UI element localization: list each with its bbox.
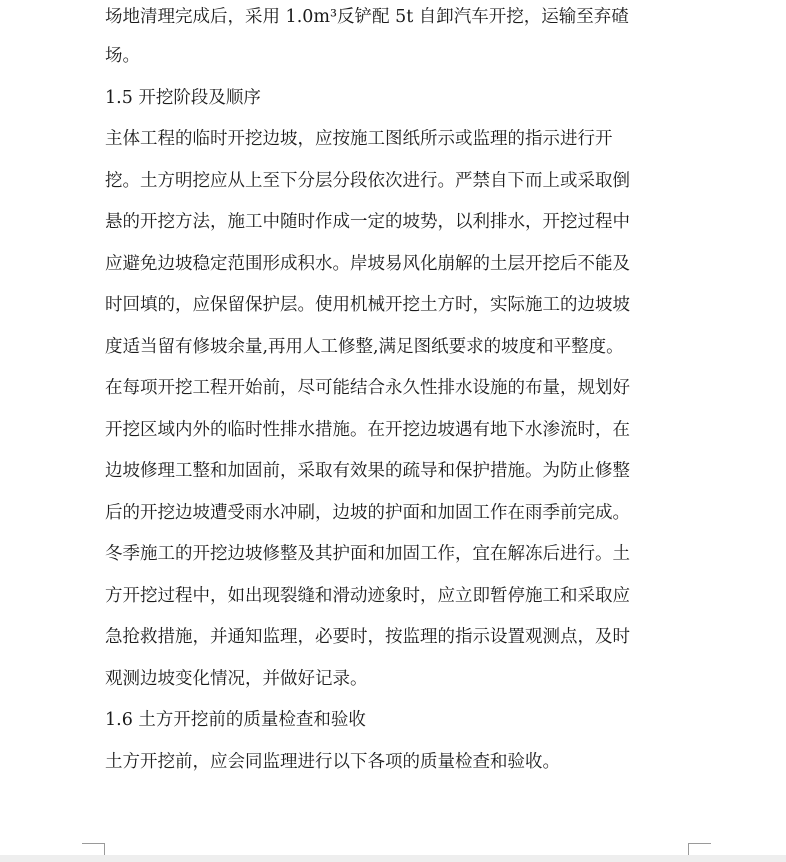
margin-corner-mark-left-horizontal	[82, 843, 104, 844]
paragraph-line: 主体工程的临时开挖边坡，应按施工图纸所示或监理的指示进行开	[105, 129, 613, 149]
paragraph-line: 度适当留有修坡余量,再用人工修整,满足图纸要求的坡度和平整度。	[105, 337, 624, 357]
paragraph-line: 观测边坡变化情况，并做好记录。	[105, 669, 368, 689]
paragraph-line: 时回填的，应保留保护层。使用机械开挖土方时，实际施工的边坡坡	[105, 295, 630, 315]
paragraph-line: 悬的开挖方法，施工中随时作成一定的坡势，以利排水，开挖过程中	[105, 212, 630, 232]
paragraph-line: 急抢救措施，并通知监理，必要时，按监理的指示设置观测点，及时	[105, 627, 630, 647]
paragraph-line: 场。	[105, 46, 140, 66]
paragraph-line: 方开挖过程中，如出现裂缝和滑动迹象时，应立即暂停施工和采取应	[105, 586, 630, 606]
paragraph-line: 挖。土方明挖应从上至下分层分段依次进行。严禁自下而上或采取倒	[105, 171, 630, 191]
section-heading-1-5: 1.5 开挖阶段及顺序	[105, 88, 261, 108]
paragraph-line: 场地清理完成后，采用 1.0m³反铲配 5t 自卸汽车开挖，运输至弃碴	[105, 7, 629, 27]
page-gap	[0, 855, 786, 862]
margin-corner-mark-left-vertical	[104, 843, 105, 855]
paragraph-line: 开挖区域内外的临时性排水措施。在开挖边坡遇有地下水渗流时，在	[105, 420, 630, 440]
paragraph-line: 在每项开挖工程开始前，尽可能结合永久性排水设施的布量，规划好	[105, 378, 630, 398]
paragraph-line: 应避免边坡稳定范围形成积水。岸坡易风化崩解的土层开挖后不能及	[105, 254, 630, 274]
paragraph-line: 土方开挖前，应会同监理进行以下各项的质量检查和验收。	[105, 752, 560, 772]
section-heading-1-6: 1.6 土方开挖前的质量检查和验收	[105, 710, 366, 730]
margin-corner-mark-right-vertical	[688, 843, 689, 855]
paragraph-line: 冬季施工的开挖边坡修整及其护面和加固工作，宜在解冻后进行。土	[105, 544, 630, 564]
margin-corner-mark-right-horizontal	[689, 843, 711, 844]
paragraph-line: 后的开挖边坡遭受雨水冲刷，边坡的护面和加固工作在雨季前完成。	[105, 503, 630, 523]
paragraph-line: 边坡修理工整和加固前，采取有效果的疏导和保护措施。为防止修整	[105, 461, 630, 481]
